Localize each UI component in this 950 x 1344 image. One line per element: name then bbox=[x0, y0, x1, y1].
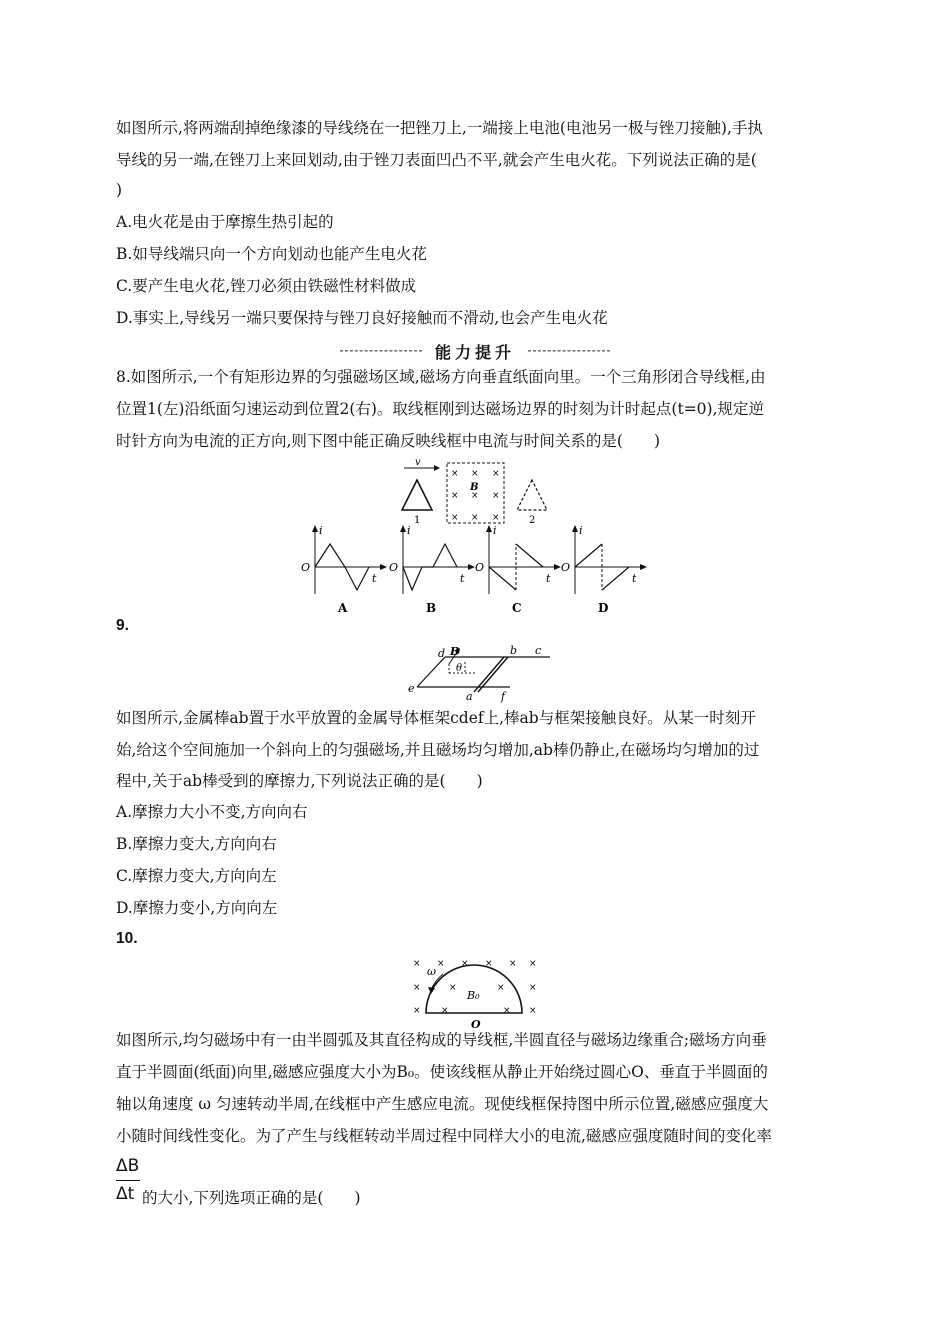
q8-b-axis-i: i bbox=[407, 524, 411, 537]
cross-icon: × bbox=[471, 491, 479, 501]
cross-icon: × bbox=[451, 469, 459, 479]
q8-b-label: B bbox=[426, 601, 437, 615]
q9-label-b: b bbox=[510, 644, 518, 657]
q8-d-axis-t: t bbox=[632, 572, 637, 585]
q8-field-figure bbox=[390, 458, 560, 528]
q9-label-d: d bbox=[438, 647, 446, 660]
q7-option-d: D.事实上,导线另一端只要保持与锉刀良好接触而不滑动,也会产生电火花 bbox=[116, 309, 608, 327]
q9-label-a: a bbox=[466, 690, 473, 703]
cross-icon: × bbox=[413, 1006, 421, 1016]
section-header bbox=[340, 340, 610, 362]
cross-icon: × bbox=[503, 1006, 511, 1016]
q8-d-curve-1 bbox=[575, 544, 602, 567]
q10-semicircle-figure bbox=[405, 950, 545, 1032]
q8-stem-line-2: 位置1(左)沿纸面匀速运动到位置2(右)。取线框刚到达磁场边界的时刻为计时起点(t=0),规定逆 bbox=[116, 400, 765, 418]
q8-triangle-pos1 bbox=[402, 480, 432, 510]
cross-icon: × bbox=[471, 513, 479, 523]
q7-option-c: C.要产生电火花,锉刀必须由铁磁性材料做成 bbox=[116, 277, 417, 295]
cross-icon: × bbox=[449, 983, 457, 993]
q8-b-origin: O bbox=[389, 561, 399, 574]
cross-icon: × bbox=[441, 1006, 449, 1016]
cross-icon: × bbox=[437, 959, 445, 969]
q8-c-axis-t: t bbox=[546, 572, 551, 585]
cross-icon: × bbox=[529, 1006, 537, 1016]
q10-stem-line-1: 如图所示,均匀磁场中有一由半圆弧及其直径构成的导线框,半圆直径与磁场边缘重合;磁场方向垂 bbox=[116, 1031, 767, 1049]
q9-stem-line-2: 始,给这个空间施加一个斜向上的匀强磁场,并且磁场均匀增加,ab棒仍静止,在磁场均匀增加的过 bbox=[116, 741, 760, 759]
q8-a-origin: O bbox=[301, 561, 311, 574]
q9-number: 9. bbox=[116, 617, 129, 634]
q8-graph-a bbox=[300, 522, 390, 617]
q7-stem-line-2: 导线的另一端,在锉刀上来回划动,由于锉刀表面凹凸不平,就会产生电火花。下列说法正确的是( bbox=[116, 151, 757, 169]
cross-icon: × bbox=[529, 959, 537, 969]
q9-stem-line-1: 如图所示,金属棒ab置于水平放置的金属导体框架cdef上,棒ab与框架接触良好。从某一时刻开 bbox=[116, 709, 756, 727]
q10-label-b0: B₀ bbox=[467, 989, 480, 1002]
q8-c-origin: O bbox=[475, 561, 485, 574]
section-rule-left bbox=[340, 350, 422, 352]
q10-fraction-numerator: ΔB bbox=[116, 1156, 140, 1176]
q9-label-b-field: B bbox=[450, 645, 460, 658]
cross-icon: × bbox=[451, 491, 459, 501]
cross-icon: × bbox=[413, 983, 421, 993]
q7-option-a: A.电火花是由于摩擦生热引起的 bbox=[116, 213, 334, 231]
q8-label-1: 1 bbox=[414, 515, 421, 526]
q9-label-c: c bbox=[535, 644, 542, 657]
cross-icon: × bbox=[497, 983, 505, 993]
q7-option-b: B.如导线端只向一个方向划动也能产生电火花 bbox=[116, 245, 427, 263]
cross-icon: × bbox=[485, 959, 493, 969]
q8-c-axis-i: i bbox=[493, 524, 497, 537]
q10-label-omega: ω bbox=[427, 965, 436, 978]
q10-label-o: O bbox=[471, 1018, 481, 1031]
q8-graph-d bbox=[560, 522, 650, 617]
cross-icon: × bbox=[509, 959, 517, 969]
q8-d-curve-2 bbox=[602, 567, 629, 590]
q7-stem-line-3: ) bbox=[116, 181, 123, 199]
cross-icon: × bbox=[413, 959, 421, 969]
q8-a-label: A bbox=[338, 601, 348, 615]
q7-stem-line-1: 如图所示,将两端刮掉绝缘漆的导线绕在一把锉刀上,一端接上电池(电池另一极与锉刀接触),手执 bbox=[116, 119, 763, 137]
q10-stem-tail: 的大小,下列选项正确的是( ) bbox=[142, 1189, 361, 1207]
q8-d-label: D bbox=[598, 601, 609, 615]
q9-option-d: D.摩擦力变小,方向向左 bbox=[116, 899, 278, 917]
q9-rail-figure bbox=[405, 642, 555, 706]
q8-d-axis-i: i bbox=[579, 524, 583, 537]
section-rule-right bbox=[528, 350, 610, 352]
cross-icon: × bbox=[461, 959, 469, 969]
cross-icon: × bbox=[471, 469, 479, 479]
q8-velocity-label: v bbox=[415, 458, 421, 468]
q8-a-axis-t: t bbox=[372, 572, 377, 585]
q8-label-2: 2 bbox=[529, 515, 536, 526]
q9-option-a: A.摩擦力大小不变,方向向右 bbox=[116, 803, 308, 821]
q9-label-e: e bbox=[408, 682, 415, 695]
q8-c-curve-2 bbox=[516, 544, 543, 567]
q8-triangle-pos2 bbox=[517, 480, 547, 510]
q8-b-axis-t: t bbox=[460, 572, 465, 585]
cross-icon: × bbox=[529, 983, 537, 993]
cross-icon: × bbox=[492, 469, 500, 479]
section-title: 能力提升 bbox=[434, 343, 515, 362]
q10-number: 10. bbox=[116, 930, 138, 947]
q10-fraction-denominator: Δt bbox=[116, 1184, 135, 1204]
q8-c-label: C bbox=[512, 601, 522, 615]
q10-fraction-bar bbox=[116, 1180, 140, 1181]
q9-label-theta: θ bbox=[456, 663, 463, 674]
cross-icon: × bbox=[451, 513, 459, 523]
q8-c-curve-1 bbox=[489, 567, 516, 590]
q10-stem-line-2: 直于半圆面(纸面)向里,磁感应强度大小为B₀。使该线框从静止开始绕过圆心O、垂直于半圆面的 bbox=[116, 1063, 768, 1081]
q8-d-origin: O bbox=[561, 561, 571, 574]
q10-stem-line-4: 小随时间线性变化。为了产生与线框转动半周过程中同样大小的电流,磁感应强度随时间的变化率 bbox=[116, 1127, 772, 1145]
cross-icon: × bbox=[492, 513, 500, 523]
q8-field-label: B bbox=[470, 482, 479, 493]
q9-label-f: f bbox=[501, 690, 506, 703]
q8-stem-line-3: 时针方向为电流的正方向,则下图中能正确反映线框中电流与时间关系的是( ) bbox=[116, 432, 661, 450]
q10-stem-line-3: 轴以角速度 ω 匀速转动半周,在线框中产生感应电流。现使线框保持图中所示位置,磁感应强度大 bbox=[116, 1095, 769, 1113]
q9-stem-line-3: 程中,关于ab棒受到的摩擦力,下列说法正确的是( ) bbox=[116, 772, 483, 790]
cross-icon: × bbox=[492, 491, 500, 501]
q8-a-axis-i: i bbox=[319, 524, 323, 537]
q8-stem-line-1: 8.如图所示,一个有矩形边界的匀强磁场区域,磁场方向垂直纸面向里。一个三角形闭合导线框,由 bbox=[116, 368, 766, 386]
q8-graph-b bbox=[388, 522, 478, 617]
q9-option-c: C.摩擦力变大,方向向左 bbox=[116, 867, 277, 885]
q8-graph-c bbox=[474, 522, 564, 617]
q9-option-b: B.摩擦力变大,方向向右 bbox=[116, 835, 277, 853]
